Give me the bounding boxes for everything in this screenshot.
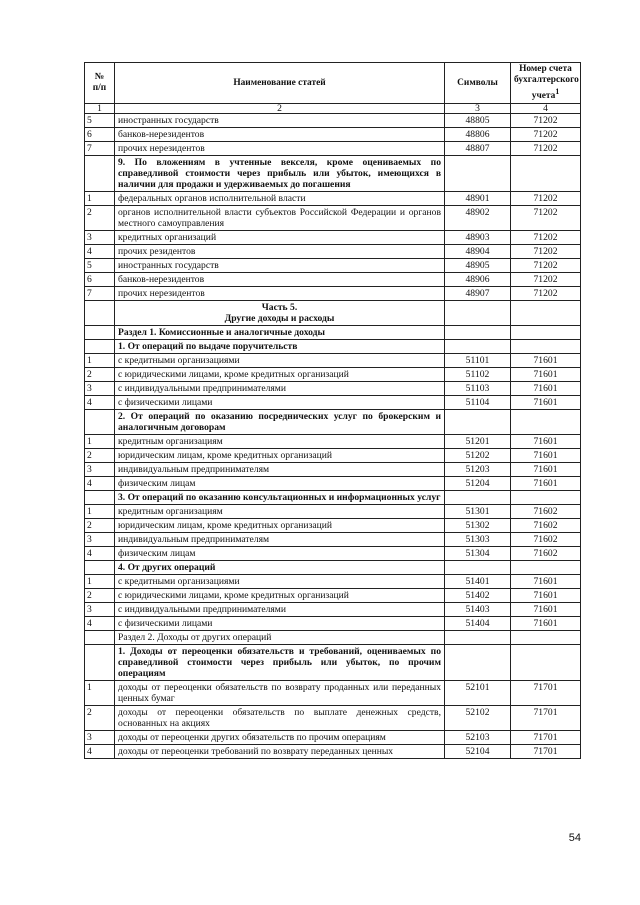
row-account-cell: 71601 <box>511 463 581 477</box>
table-row <box>85 435 581 449</box>
row-name-cell: юридическим лицам, кроме кредитных организаций <box>115 519 445 533</box>
row-account-cell: 71202 <box>511 114 581 128</box>
section-heading: 2. От операций по оказанию посреднических услуг по брокерским и аналогичным договорам <box>115 410 445 435</box>
table-row <box>85 114 581 128</box>
row-num-cell: 1 <box>85 575 115 589</box>
row-symbol-cell: 51301 <box>445 505 511 519</box>
section-heading-row <box>85 631 581 645</box>
header-account-footnote: 1 <box>555 87 560 96</box>
table-row <box>85 477 581 491</box>
row-name-cell: с физическими лицами <box>115 396 445 410</box>
table-row <box>85 706 581 731</box>
row-symbol-cell: 51204 <box>445 477 511 491</box>
row-name-cell: доходы от переоценки обязательств по выплате денежных средств, основанных на акциях <box>115 706 445 731</box>
table-row <box>85 617 581 631</box>
header-account-label: Номер счета бухгалтерского учета <box>514 64 579 102</box>
row-account-cell: 71701 <box>511 706 581 731</box>
row-account-cell: 71701 <box>511 745 581 759</box>
table-row <box>85 745 581 759</box>
row-symbol-cell: 48807 <box>445 142 511 156</box>
section-heading: Раздел 2. Доходы от других операций <box>115 631 445 645</box>
row-account-cell: 71601 <box>511 382 581 396</box>
row-num-cell: 2 <box>85 368 115 382</box>
row-name-cell: с юридическими лицами, кроме кредитных организаций <box>115 368 445 382</box>
index-cell: 2 <box>115 104 445 114</box>
row-num-cell: 4 <box>85 547 115 561</box>
row-account-cell: 71701 <box>511 731 581 745</box>
row-account-cell: 71601 <box>511 589 581 603</box>
table-row <box>85 505 581 519</box>
section-heading: 3. От операций по оказанию консультационных и информационных услуг <box>115 491 445 505</box>
row-name-cell: доходы от переоценки обязательств по возврату проданных или переданных ценных бумаг <box>115 681 445 706</box>
row-account-cell: 71202 <box>511 259 581 273</box>
row-account-cell: 71602 <box>511 519 581 533</box>
row-account-cell <box>511 491 581 505</box>
table-row <box>85 142 581 156</box>
table-row <box>85 731 581 745</box>
table-row <box>85 533 581 547</box>
row-num-cell: 1 <box>85 354 115 368</box>
section-heading-row <box>85 561 581 575</box>
row-symbol-cell: 51101 <box>445 354 511 368</box>
row-symbol-cell <box>445 410 511 435</box>
row-account-cell: 71202 <box>511 128 581 142</box>
row-symbol-cell: 52104 <box>445 745 511 759</box>
row-account-cell: 71202 <box>511 245 581 259</box>
row-name-cell: кредитным организациям <box>115 435 445 449</box>
row-num-cell: 7 <box>85 287 115 301</box>
accounts-table <box>84 62 581 759</box>
row-account-cell: 71601 <box>511 396 581 410</box>
row-symbol-cell: 51403 <box>445 603 511 617</box>
row-num-cell: 2 <box>85 706 115 731</box>
row-name-cell: доходы от переоценки других обязательств по прочим операциям <box>115 731 445 745</box>
row-symbol-cell: 52103 <box>445 731 511 745</box>
row-account-cell <box>511 156 581 192</box>
row-num-cell <box>85 491 115 505</box>
index-cell: 1 <box>85 104 115 114</box>
row-num-cell: 1 <box>85 505 115 519</box>
row-account-cell: 71202 <box>511 142 581 156</box>
table-row <box>85 354 581 368</box>
row-name-cell: с физическими лицами <box>115 617 445 631</box>
row-symbol-cell: 51404 <box>445 617 511 631</box>
row-num-cell: 3 <box>85 533 115 547</box>
table-row <box>85 382 581 396</box>
index-cell: 4 <box>511 104 581 114</box>
row-name-cell: с юридическими лицами, кроме кредитных организаций <box>115 589 445 603</box>
table-header-row <box>85 63 581 104</box>
table-row <box>85 231 581 245</box>
row-name-cell: банков-нерезидентов <box>115 128 445 142</box>
row-name-cell: иностранных государств <box>115 114 445 128</box>
row-name-cell: банков-нерезидентов <box>115 273 445 287</box>
row-account-cell: 71601 <box>511 354 581 368</box>
row-symbol-cell: 48906 <box>445 273 511 287</box>
row-name-cell: кредитных организаций <box>115 231 445 245</box>
row-symbol-cell: 51401 <box>445 575 511 589</box>
row-symbol-cell: 52101 <box>445 681 511 706</box>
table-row <box>85 259 581 273</box>
row-symbol-cell: 51303 <box>445 533 511 547</box>
row-symbol-cell: 51104 <box>445 396 511 410</box>
row-symbol-cell: 51201 <box>445 435 511 449</box>
table-row <box>85 396 581 410</box>
row-account-cell: 71602 <box>511 533 581 547</box>
row-num-cell: 1 <box>85 681 115 706</box>
row-name-cell: физическим лицам <box>115 547 445 561</box>
row-num-cell: 4 <box>85 396 115 410</box>
row-account-cell: 71701 <box>511 681 581 706</box>
row-num-cell <box>85 645 115 681</box>
row-symbol-cell: 51202 <box>445 449 511 463</box>
row-name-cell: юридическим лицам, кроме кредитных организаций <box>115 449 445 463</box>
row-name-cell: с индивидуальными предпринимателями <box>115 382 445 396</box>
row-num-cell: 3 <box>85 382 115 396</box>
section-heading: 1. Доходы от переоценки обязательств и требований, оцениваемых по справедливой стоимости через прибыль или убыток, по прочим операциям <box>115 645 445 681</box>
row-name-cell: федеральных органов исполнительной власти <box>115 192 445 206</box>
row-symbol-cell: 48806 <box>445 128 511 142</box>
table-row <box>85 519 581 533</box>
section-heading: Раздел 1. Комиссионные и аналогичные доходы <box>115 326 445 340</box>
row-num-cell <box>85 631 115 645</box>
section-heading: 1. От операций по выдаче поручительств <box>115 340 445 354</box>
row-account-cell: 71602 <box>511 505 581 519</box>
row-num-cell <box>85 301 115 326</box>
row-symbol-cell <box>445 491 511 505</box>
row-name-cell: прочих резидентов <box>115 245 445 259</box>
table-row <box>85 287 581 301</box>
section-heading-row <box>85 410 581 435</box>
row-num-cell: 7 <box>85 142 115 156</box>
row-name-cell: с индивидуальными предпринимателями <box>115 603 445 617</box>
row-num-cell <box>85 326 115 340</box>
table-row <box>85 128 581 142</box>
row-symbol-cell: 51402 <box>445 589 511 603</box>
row-symbol-cell: 51102 <box>445 368 511 382</box>
table-row <box>85 368 581 382</box>
row-account-cell <box>511 410 581 435</box>
header-num: № п/п <box>85 63 115 104</box>
section-heading-row <box>85 340 581 354</box>
section-heading-row <box>85 491 581 505</box>
row-account-cell <box>511 326 581 340</box>
table-row <box>85 245 581 259</box>
row-account-cell: 71601 <box>511 477 581 491</box>
row-symbol-cell: 51302 <box>445 519 511 533</box>
table-row <box>85 206 581 231</box>
row-name-cell: органов исполнительной власти субъектов Российской Федерации и органов местного самоуправления <box>115 206 445 231</box>
row-num-cell: 2 <box>85 449 115 463</box>
header-account <box>511 63 581 104</box>
row-account-cell: 71202 <box>511 192 581 206</box>
row-num-cell: 6 <box>85 273 115 287</box>
section-heading-row <box>85 326 581 340</box>
row-symbol-cell <box>445 645 511 681</box>
page-number: 54 <box>568 832 581 844</box>
row-account-cell: 71202 <box>511 287 581 301</box>
row-symbol-cell: 51304 <box>445 547 511 561</box>
part-heading: Часть 5. Другие доходы и расходы <box>115 301 445 326</box>
row-name-cell: доходы от переоценки требований по возврату переданных ценных <box>115 745 445 759</box>
row-symbol-cell: 48805 <box>445 114 511 128</box>
row-num-cell: 4 <box>85 617 115 631</box>
section-heading-row <box>85 156 581 192</box>
row-num-cell: 4 <box>85 745 115 759</box>
row-symbol-cell <box>445 326 511 340</box>
row-num-cell <box>85 156 115 192</box>
table-index-row <box>85 104 581 114</box>
part-heading-row <box>85 301 581 326</box>
row-symbol-cell <box>445 340 511 354</box>
row-account-cell: 71601 <box>511 617 581 631</box>
table-row <box>85 603 581 617</box>
row-name-cell: с кредитными организациями <box>115 575 445 589</box>
row-num-cell <box>85 340 115 354</box>
row-name-cell: кредитным организациям <box>115 505 445 519</box>
row-num-cell: 3 <box>85 731 115 745</box>
row-symbol-cell: 48907 <box>445 287 511 301</box>
row-symbol-cell: 48902 <box>445 206 511 231</box>
row-num-cell: 2 <box>85 206 115 231</box>
table-row <box>85 192 581 206</box>
row-account-cell: 71202 <box>511 231 581 245</box>
table-row <box>85 547 581 561</box>
table-row <box>85 463 581 477</box>
row-account-cell <box>511 631 581 645</box>
row-name-cell: индивидуальным предпринимателям <box>115 463 445 477</box>
row-name-cell: физическим лицам <box>115 477 445 491</box>
row-account-cell <box>511 340 581 354</box>
row-num-cell: 3 <box>85 231 115 245</box>
row-num-cell: 4 <box>85 245 115 259</box>
row-num-cell: 1 <box>85 192 115 206</box>
row-symbol-cell <box>445 156 511 192</box>
row-num-cell: 2 <box>85 519 115 533</box>
row-num-cell: 4 <box>85 477 115 491</box>
section-heading: 9. По вложениям в учтенные векселя, кроме оцениваемых по справедливой стоимости через прибыль или убыток, имеющихся в наличии для продажи и удерживаемых до погашения <box>115 156 445 192</box>
row-symbol-cell: 48905 <box>445 259 511 273</box>
row-account-cell <box>511 561 581 575</box>
row-account-cell <box>511 301 581 326</box>
section-heading-row <box>85 645 581 681</box>
row-num-cell: 5 <box>85 259 115 273</box>
row-name-cell: иностранных государств <box>115 259 445 273</box>
row-num-cell <box>85 410 115 435</box>
row-name-cell: прочих нерезидентов <box>115 287 445 301</box>
row-account-cell <box>511 645 581 681</box>
header-name: Наименование статей <box>115 63 445 104</box>
row-symbol-cell <box>445 561 511 575</box>
row-account-cell: 71202 <box>511 206 581 231</box>
row-symbol-cell: 51103 <box>445 382 511 396</box>
table-row <box>85 589 581 603</box>
row-symbol-cell <box>445 631 511 645</box>
table-row <box>85 449 581 463</box>
section-heading: 4. От других операций <box>115 561 445 575</box>
row-num-cell <box>85 561 115 575</box>
row-symbol-cell: 48903 <box>445 231 511 245</box>
table-row <box>85 273 581 287</box>
row-account-cell: 71601 <box>511 575 581 589</box>
header-symbols: Символы <box>445 63 511 104</box>
row-symbol-cell: 52102 <box>445 706 511 731</box>
row-num-cell: 3 <box>85 603 115 617</box>
row-num-cell: 2 <box>85 589 115 603</box>
row-num-cell: 5 <box>85 114 115 128</box>
row-name-cell: индивидуальным предпринимателям <box>115 533 445 547</box>
row-symbol-cell <box>445 301 511 326</box>
row-num-cell: 3 <box>85 463 115 477</box>
row-account-cell: 71601 <box>511 368 581 382</box>
row-symbol-cell: 51203 <box>445 463 511 477</box>
row-account-cell: 71601 <box>511 603 581 617</box>
row-name-cell: с кредитными организациями <box>115 354 445 368</box>
table-row <box>85 575 581 589</box>
row-account-cell: 71202 <box>511 273 581 287</box>
index-cell: 3 <box>445 104 511 114</box>
table-row <box>85 681 581 706</box>
row-num-cell: 6 <box>85 128 115 142</box>
row-account-cell: 71601 <box>511 435 581 449</box>
row-symbol-cell: 48901 <box>445 192 511 206</box>
row-account-cell: 71601 <box>511 449 581 463</box>
row-account-cell: 71602 <box>511 547 581 561</box>
row-num-cell: 1 <box>85 435 115 449</box>
row-name-cell: прочих нерезидентов <box>115 142 445 156</box>
row-symbol-cell: 48904 <box>445 245 511 259</box>
